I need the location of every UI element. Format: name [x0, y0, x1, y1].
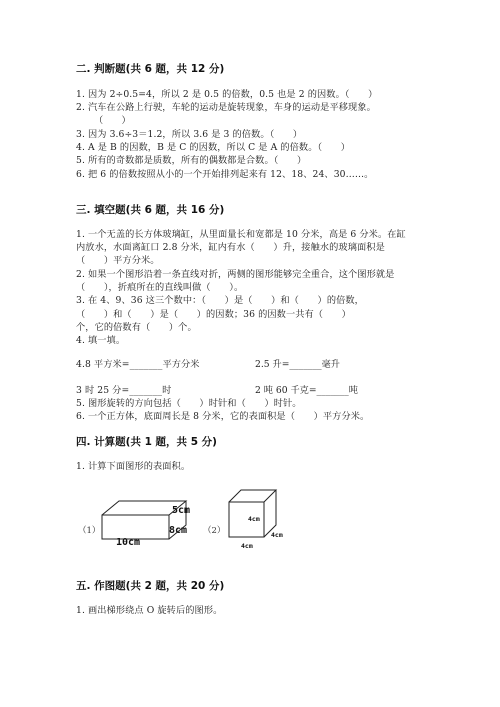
question-3-1-line1: 1. 一个无盖的长方体玻璃缸，从里面量长和宽都是 10 分米，高是 6 分米。在缸 [76, 229, 406, 240]
question-3-2-line1: 2. 如果一个图形沿着一条直线对折，两侧的图形能够完全重合，这个图形就是 [76, 269, 395, 280]
question-3-2-line2: （ ），折痕所在的直线叫做（ ）。 [76, 282, 244, 293]
question-2-1: 1. 因为 2÷0.5=4，所以 2 是 0.5 的倍数，0.5 也是 2 的因数。（ ） [76, 89, 378, 100]
question-3-1-line3: （ ）平方分米。 [76, 255, 160, 266]
cuboid-width-label: 8cm [169, 525, 188, 536]
figure-2-label: （2） [203, 526, 226, 536]
cube-side-label: 4cm [271, 531, 283, 539]
figure-1-label: （1） [78, 526, 101, 536]
question-2-2-answer-blank: （ ） [94, 115, 131, 126]
question-3-6: 6. 一个正方体，底面周长是 8 分米，它的表面积是（ ）平方分米。 [76, 411, 370, 422]
question-2-5: 5. 所有的奇数都是质数，所有的偶数都是合数。（ ） [76, 155, 307, 166]
cuboid-height-label: 5cm [172, 505, 191, 516]
question-3-3-line1: 3. 在 4、9、36 这三个数中：（ ）是（ ）和（ ）的倍数， [76, 295, 364, 306]
question-2-3: 3. 因为 3.6÷3＝1.2，所以 3.6 是 3 的倍数。（ ） [76, 129, 303, 140]
fill-item-mass: 2 吨 60 千克=_______吨 [255, 385, 358, 396]
question-2-2: 2. 汽车在公路上行驶，车轮的运动是旋转现象，车身的运动是平移现象。 [76, 102, 376, 113]
cube-bottom-label: 4cm [241, 542, 253, 550]
question-3-3-line2: （ ）和（ ）是（ ）的因数；36 的因数一共有（ ） [76, 309, 351, 320]
section-title-judgement: 二. 判断题(共 6 题，共 12 分) [76, 63, 225, 75]
question-3-5: 5. 图形旋转的方向包括（ ）时针和（ ）时针。 [76, 398, 302, 409]
question-2-6: 6. 把 6 的倍数按照从小的一个开始排列起来有 12、18、24、30……。 [76, 169, 374, 180]
question-3-1-line2: 内放水，水面离缸口 2.8 分米，缸内有水（ ）升，接触水的玻璃面积是 [76, 242, 385, 253]
question-2-4: 4. A 是 B 的因数，B 是 C 的因数，所以 C 是 A 的倍数。（ ） [76, 142, 351, 153]
fill-item-time: 3 时 25 分=_______时 [76, 385, 172, 396]
cube-front-label: 4cm [248, 515, 260, 523]
cuboid-length-label: 10cm [116, 537, 141, 548]
question-5-1: 1. 画出梯形绕点 O 旋转后的图形。 [76, 605, 223, 616]
question-4-1: 1. 计算下面图形的表面积。 [76, 461, 191, 472]
question-3-4: 4. 填一填。 [76, 335, 126, 346]
section-title-fill-in: 三. 填空题(共 6 题，共 16 分) [76, 204, 225, 216]
fill-item-volume: 2.5 升=_______毫升 [255, 359, 340, 370]
section-title-drawing: 五. 作图题(共 2 题，共 20 分) [76, 580, 225, 592]
question-3-3-line3: 个，它的倍数有（ ）个。 [76, 322, 197, 333]
fill-item-area: 4.8 平方米=_______平方分米 [76, 359, 200, 370]
section-title-calculation: 四. 计算题(共 1 题，共 5 分) [76, 436, 217, 448]
